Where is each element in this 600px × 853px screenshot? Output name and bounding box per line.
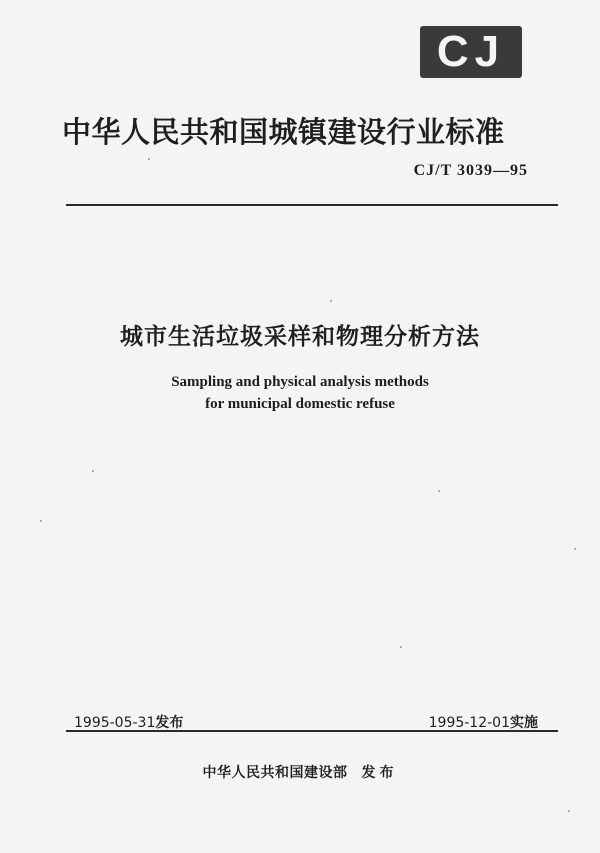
implement-date-block (429, 712, 538, 732)
scan-speck (40, 520, 42, 522)
document-title-english-line1: Sampling and physical analysis methods (171, 374, 429, 390)
scan-speck (568, 810, 570, 812)
issue-date-value: 1995-05-31 (74, 715, 156, 731)
publisher-action: 发布 (361, 765, 398, 781)
document-title-english-line2: for municipal domestic refuse (205, 396, 395, 412)
top-divider (66, 204, 558, 206)
cj-logo: CJ (420, 26, 522, 78)
scan-speck (148, 158, 150, 160)
scan-speck (574, 548, 576, 550)
scan-speck (438, 490, 440, 492)
scan-speck (400, 646, 402, 648)
bottom-divider (66, 730, 558, 732)
scan-speck (330, 300, 332, 302)
publisher-line (0, 762, 600, 782)
issue-date-label: 发布 (155, 715, 184, 731)
issue-date-block (74, 712, 183, 732)
scan-speck (92, 470, 94, 472)
standard-category-heading: 中华人民共和国城镇建设行业标准 (62, 115, 505, 149)
implement-date-label: 实施 (510, 715, 538, 731)
standard-code: CJ/T 3039—95 (413, 162, 528, 179)
document-title-chinese: 城市生活垃圾采样和物理分析方法 (120, 324, 480, 350)
implement-date-value: 1995-12-01 (428, 715, 510, 731)
publisher-name: 中华人民共和国建设部 (202, 765, 348, 781)
